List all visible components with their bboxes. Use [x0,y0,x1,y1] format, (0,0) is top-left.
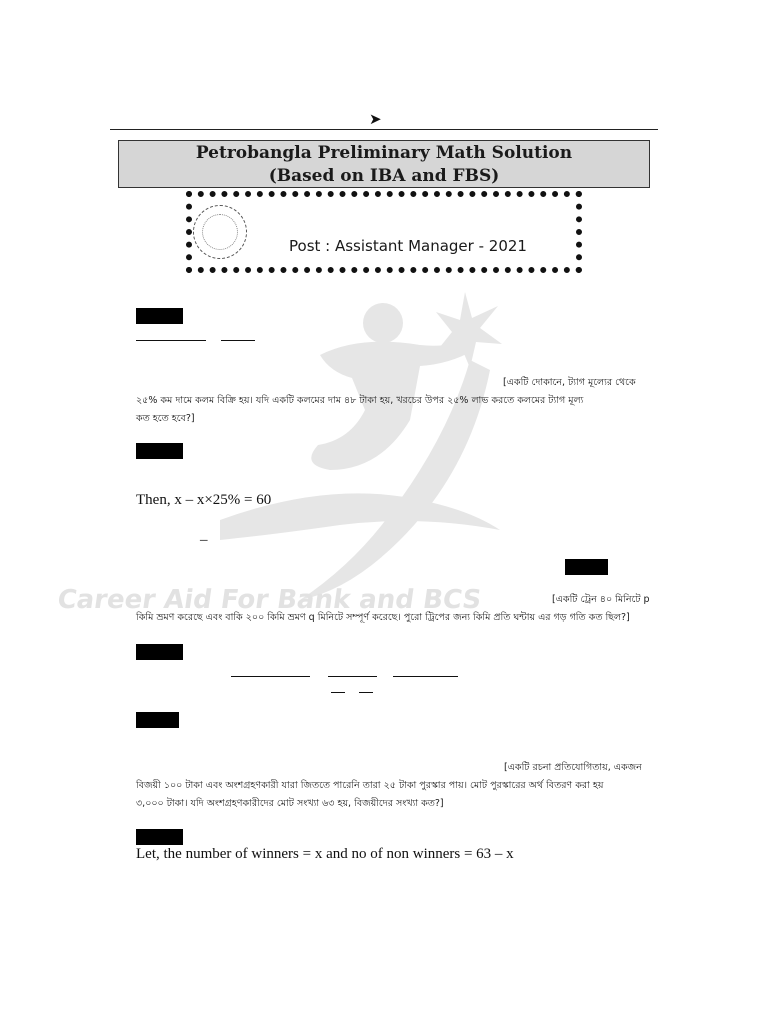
q1-dash: – [200,532,208,548]
q2-bangla-text-1: [একটি ট্রেন ৪০ মিনিটে p [552,594,650,605]
redacted-label [565,559,608,575]
title-line-1: Petrobangla Preliminary Math Solution [195,143,573,163]
arrow-bullet-icon: ➤ [369,110,382,128]
q3-equation: Let, the number of winners = x and no of non winners = 63 – x [136,846,514,862]
q1-equation: Then, x – x×25% = 60 [136,492,272,508]
blank-underline [331,692,345,693]
post-heading: Post : Assistant Manager - 2021 [289,237,527,255]
redacted-label [136,829,183,845]
q3-bangla-text-3: ৩,০০০ টাকা। যদি অংশগ্রহণকারীদের মোট সংখ্যা ৬৩ হয়, বিজয়ীদের সংখ্যা কত?] [136,798,444,809]
q1-bangla-text-2: ২৫% কম দামে কলম বিক্রি হয়। যদি একটি কলমের দাম ৪৮ টাকা হয়, খরচের উপর ২৫% লাভ করতে কলমের ট্যাগ মূল্য [136,395,584,406]
blank-underline [221,340,255,341]
title-line-2: (Based on IBA and FBS) [268,166,500,186]
blank-underline [231,676,310,677]
blank-underline [328,676,377,677]
watermark-head [363,303,403,343]
blank-underline [393,676,458,677]
redacted-label [136,308,183,324]
q3-bangla-text-2: বিজয়ী ১০০ টাকা এবং অংশগ্রহণকারী যারা জিততে পারেনি তারা ২৫ টাকা পুরস্কার পায়। মোট পুরস্কারের অর্থ বিতরণ করা হয় [136,780,604,791]
q3-bangla-text-1: [একটি রচনা প্রতিযোগিতায়, একজন [504,762,642,773]
watermark-text: Career Aid For Bank and BCS [55,585,484,615]
title-box [118,140,650,188]
redacted-label [136,443,183,459]
q1-bangla-text-1: [একটি দোকানে, ট্যাগ মূল্যের থেকে [503,377,636,388]
watermark-runner-icon [220,292,502,600]
header-rule [110,129,658,130]
redacted-label [136,644,183,660]
seal-inner-ring [202,214,238,250]
blank-underline [136,340,206,341]
q1-bangla-text-3: কত হতে হবে?] [136,413,195,424]
q2-bangla-text-2: কিমি ভ্রমণ করেছে এবং বাকি ২০০ কিমি ভ্রমণ q মিনিটে সম্পূর্ণ করেছে। পুরো ট্রিপের জন্য কিমি প্রতি ঘন্টায় এর গড় গতি কত ছিল?] [136,612,630,623]
seal-logo-icon [193,205,247,259]
redacted-label [136,712,179,728]
blank-underline [359,692,373,693]
